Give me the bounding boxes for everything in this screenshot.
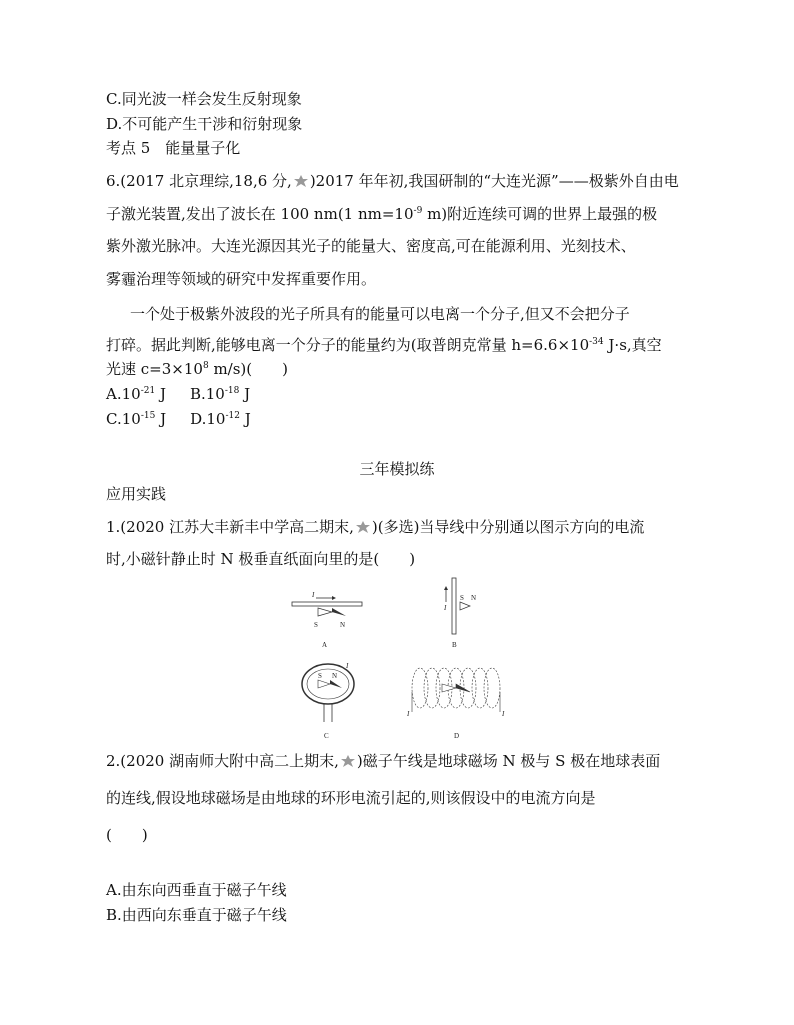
svg-text:A: A <box>322 641 328 649</box>
q6-line-7 <box>106 359 288 379</box>
q2-answer-paren: ( ) <box>106 826 148 844</box>
figure-c <box>302 662 354 740</box>
q6-line-5: 一个处于极紫外波段的光子所具有的能量可以电离一个分子,但又不会把分子 <box>130 305 630 323</box>
q6-line-4: 雾霾治理等领域的研究中发挥重要作用。 <box>106 270 377 288</box>
svg-text:N: N <box>340 621 346 629</box>
q6-l2b: m)附近连续可调的世界上最强的极 <box>422 205 658 223</box>
q6-l7a: 光速 c=3×10 <box>106 360 203 378</box>
section-heading-5: 考点 5 能量量子化 <box>106 139 241 157</box>
q6-text: )2017 年年初,我国研制的“大连光源”——极紫外自由电 <box>309 172 679 190</box>
figure-a <box>292 591 362 649</box>
q6-l6a: 打碎。据此判断,能够电离一个分子的能量约为(取普朗克常量 h=6.6×10 <box>106 336 590 354</box>
figure-b <box>443 578 476 649</box>
svg-text:N: N <box>332 672 338 680</box>
q6-l6b: J·s,真空 <box>603 336 662 354</box>
difficulty-star-icon <box>354 521 372 533</box>
section-title: 三年模拟练 <box>359 460 435 478</box>
svg-text:S: S <box>318 672 322 680</box>
q6-l6-sup: -34 <box>589 337 604 347</box>
q6-l2-sup: -9 <box>413 206 423 216</box>
q6-l2a: 子激光装置,发出了波长在 100 nm(1 nm=10 <box>106 205 414 223</box>
svg-text:I: I <box>407 710 410 718</box>
q6-l7b: m/s)( ) <box>208 360 288 378</box>
svg-text:I: I <box>346 662 349 670</box>
q6-source: 6.(2017 北京理综,18,6 分, <box>106 172 292 190</box>
magnetic-figure <box>280 572 520 742</box>
q6-line-1 <box>106 171 679 191</box>
svg-text:B: B <box>452 641 457 649</box>
q6-options-cd <box>106 409 251 429</box>
option-c: C.同光波一样会发生反射现象 <box>106 90 302 108</box>
svg-text:I: I <box>502 710 505 718</box>
q6-line-6 <box>106 335 662 355</box>
svg-text:I: I <box>444 604 447 612</box>
svg-text:I: I <box>312 591 315 599</box>
q2-line-1 <box>106 751 660 771</box>
difficulty-star-icon <box>292 175 310 187</box>
svg-text:N: N <box>471 594 477 602</box>
q1-text: )(多选)当导线中分别通以图示方向的电流 <box>371 518 645 536</box>
q2-line-2: 的连线,假设地球磁场是由地球的环形电流引起的,则该假设中的电流方向是 <box>106 789 596 807</box>
svg-text:S: S <box>460 594 464 602</box>
option-d: D.不可能产生干涉和衍射现象 <box>106 115 303 133</box>
q2-option-b: B.由西向东垂直于磁子午线 <box>106 906 287 924</box>
q6-options-ab <box>106 384 250 404</box>
q6-option-b: $B.10^{-18}$ J <box>189 385 251 403</box>
q1-line-2: 时,小磁针静止时 N 极垂直纸面向里的是( ) <box>106 550 416 568</box>
q6-line-2 <box>106 204 657 224</box>
q6-l7-sup: 8 <box>202 361 209 371</box>
figure-d <box>412 668 500 712</box>
q6-option-c: $C.10^{-15}$ J <box>106 410 167 428</box>
q2-option-a: A.由东向西垂直于磁子午线 <box>106 881 287 899</box>
subsection-title: 应用实践 <box>106 485 167 503</box>
difficulty-star-icon <box>339 755 357 767</box>
q1-source: 1.(2020 江苏大丰新丰中学高二期末, <box>106 518 354 536</box>
svg-text:C: C <box>324 732 329 740</box>
svg-text:D: D <box>454 732 460 740</box>
q6-option-d: $D.10^{-12}$ J <box>190 410 251 428</box>
q6-line-3: 紫外激光脉冲。大连光源因其光子的能量大、密度高,可在能源利用、光刻技术、 <box>106 237 636 255</box>
svg-text:S: S <box>314 621 318 629</box>
q1-line-1 <box>106 517 644 537</box>
q2-text: )磁子午线是地球磁场 N 极与 S 极在地球表面 <box>356 752 661 770</box>
q2-source: 2.(2020 湖南师大附中高二上期末, <box>106 752 339 770</box>
q6-option-a: $A.10^{-21}$ J <box>106 385 166 403</box>
